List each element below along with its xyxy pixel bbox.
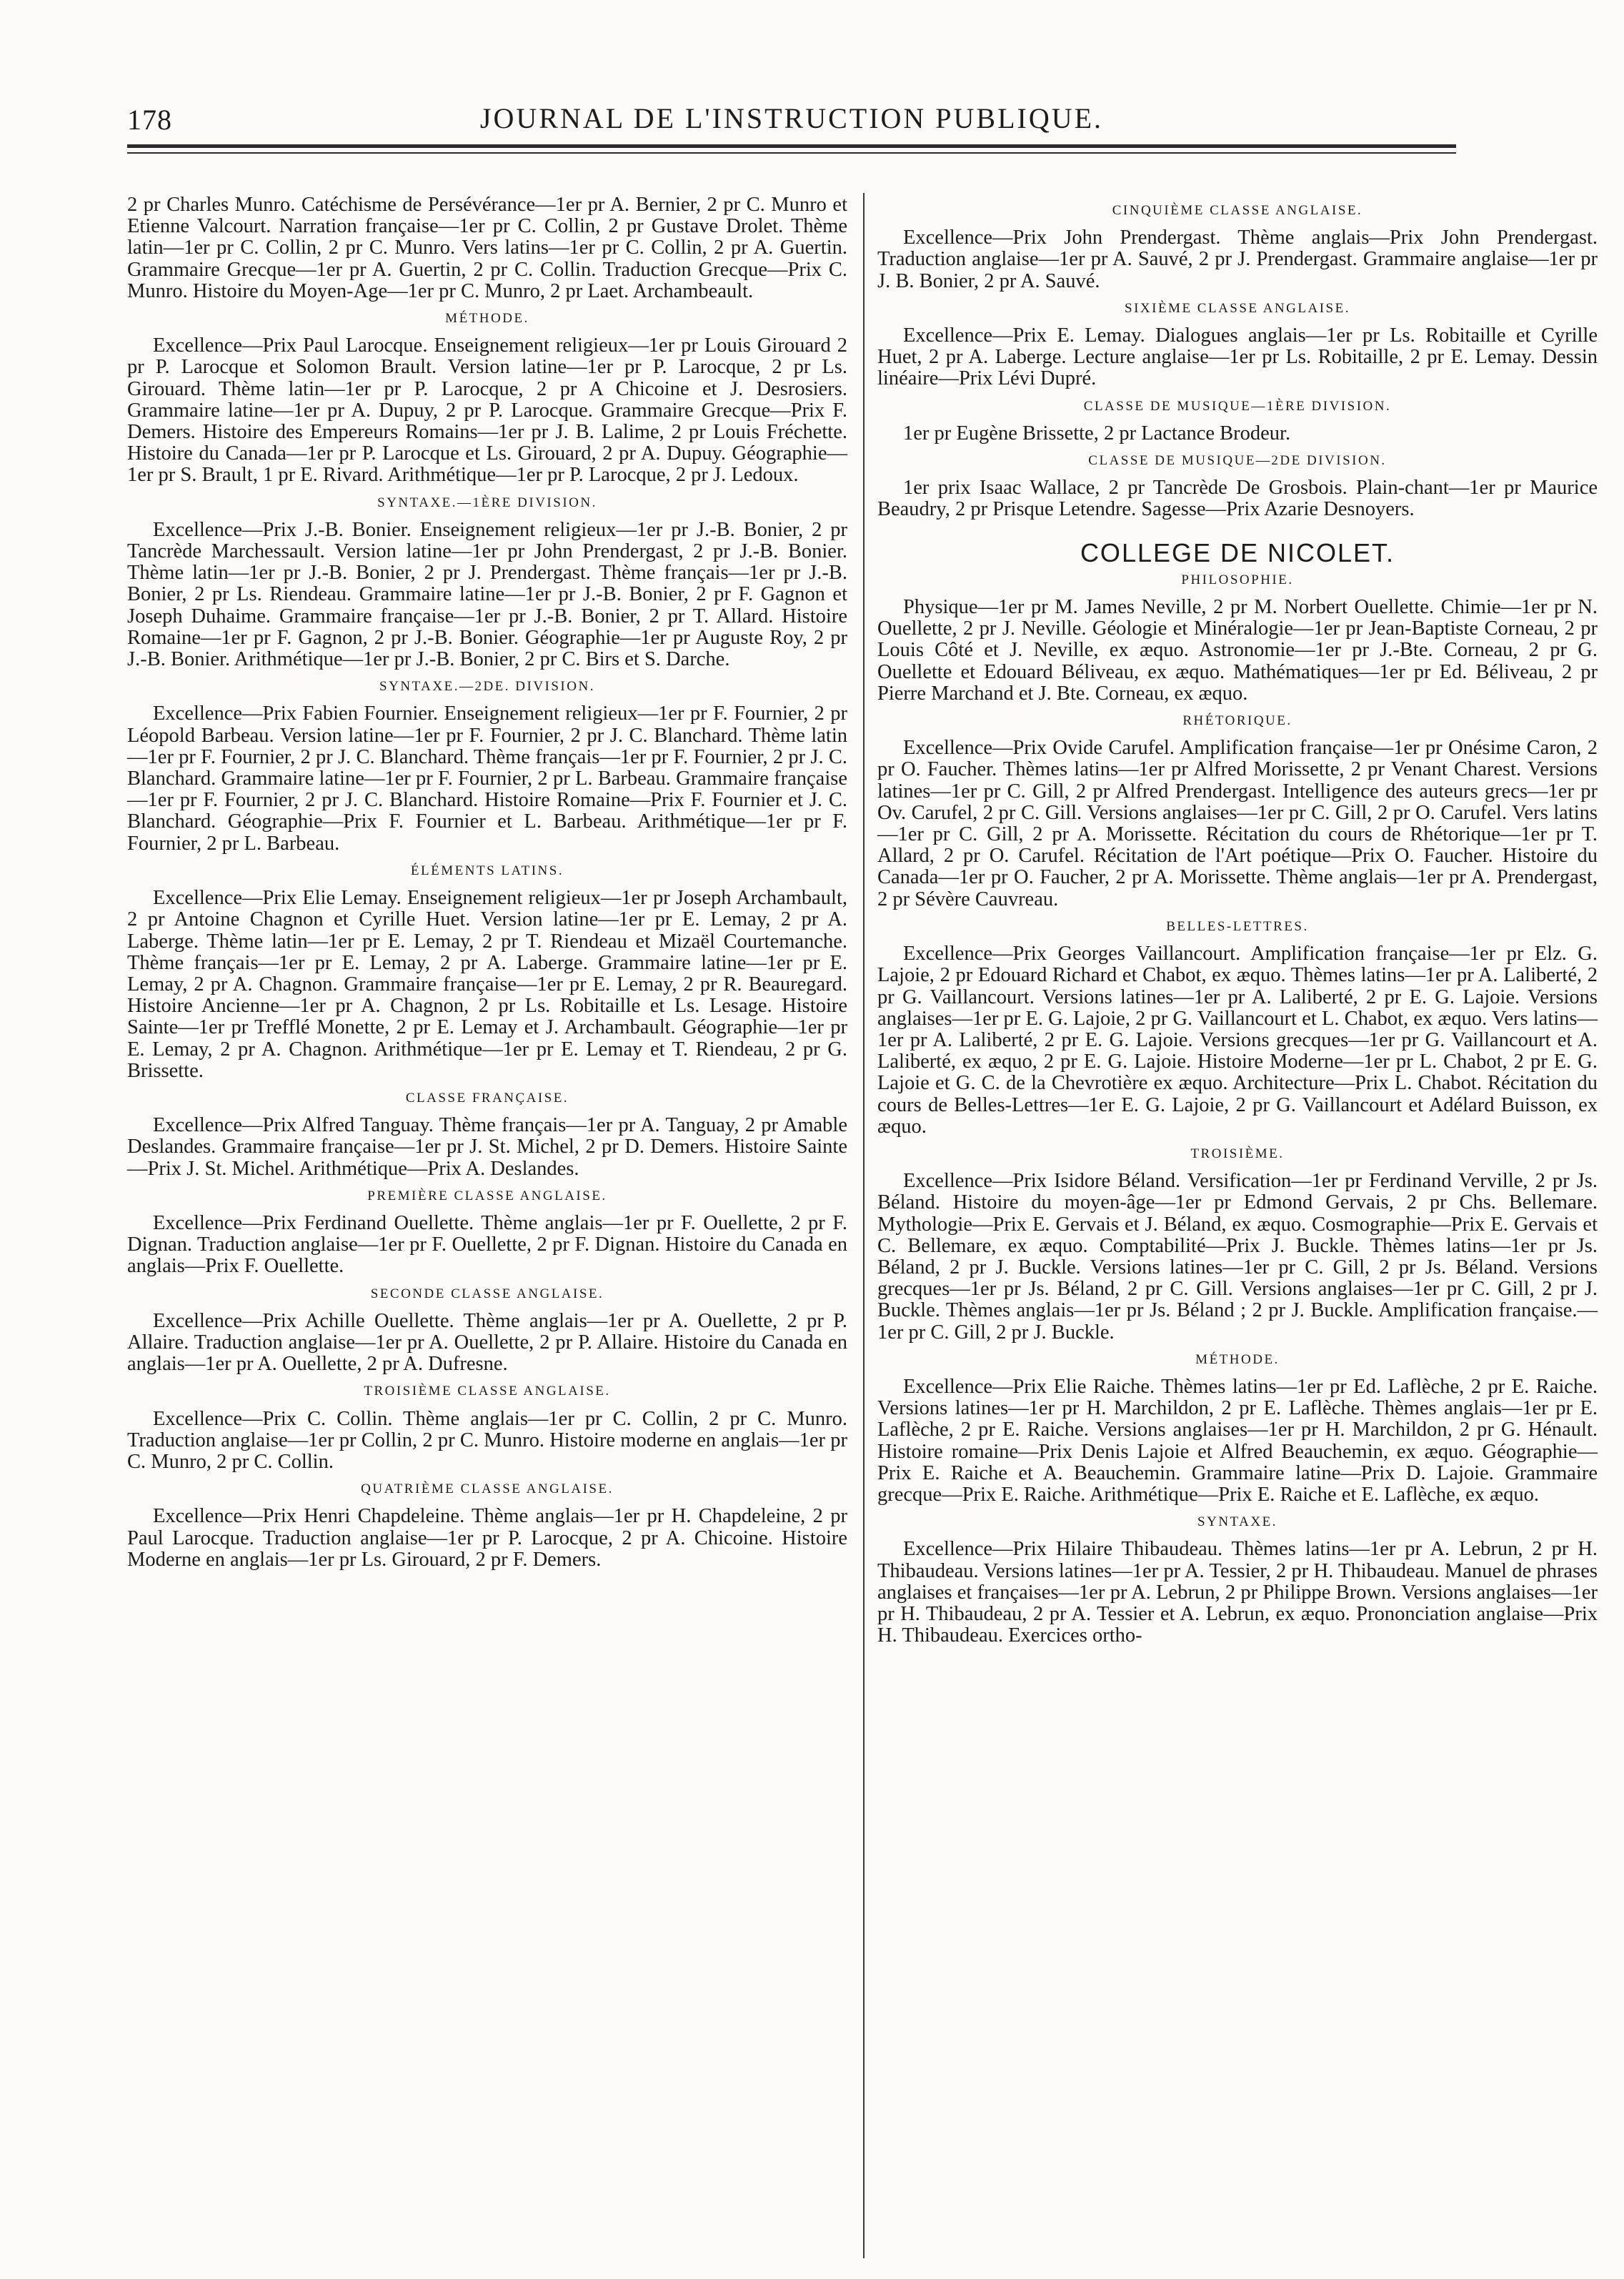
section-heading: SYNTAXE.	[1197, 1514, 1277, 1530]
journal-title: JOURNAL DE L'INSTRUCTION PUBLIQUE.	[479, 102, 1104, 134]
prize-paragraph: Excellence—Prix John Prendergast. Thème anglais—Prix John Prendergast. Traduction anglaise—1er pr A. Sauvé, 2 pr J. Prendergast. Grammaire anglaise—1er pr J. B. Bonier, 2 pr A. Sauvé.	[877, 227, 1598, 292]
prize-paragraph: Excellence—Prix Elie Lemay. Enseignement religieux—1er pr Joseph Archambault, 2 pr Antoine Chagnon et Cyrille Huet. Version latine—1er pr E. Lemay, 2 pr A. Laberge. Thème latin—1er pr E. Lemay, 2 pr T. Riendeau et Mizaël Courtemanche. Thème français—1er pr E. Lemay, 2 pr A. Laberge. Grammaire latine—1er pr E. Lemay, 2 pr A. Chagnon. Grammaire française—1er pr E. Lemay, 2 pr R. Beauregard. Histoire Ancienne—1er pr A. Chagnon, 2 pr Ls. Robitaille et Ls. Lesage. Histoire Sainte—1er pr Trefflé Monette, 2 pr E. Lemay et J. Archambault. Géographie—1er pr E. Lemay, 2 pr A. Chagnon. Arithmétique—1er pr E. Lemay et T. Riendeau, 2 pr G. Brissette.	[127, 887, 847, 1082]
section-heading: RHÉTORIQUE.	[1182, 713, 1292, 729]
column-divider	[863, 193, 865, 2258]
prize-paragraph: Excellence—Prix Alfred Tanguay. Thème français—1er pr A. Tanguay, 2 pr Amable Deslandes. Grammaire française—1er pr J. St. Michel, 2 pr D. Demers. Histoire Sainte—Prix J. St. Michel. Arithmétique—Prix A. Deslandes.	[127, 1114, 847, 1180]
header-rule-thick	[127, 144, 1456, 148]
prize-paragraph: Excellence—Prix Hilaire Thibaudeau. Thèmes latins—1er pr A. Lebrun, 2 pr H. Thibaudeau. Versions latines—1er pr A. Tessier, 2 pr H. Thibaudeau. Manuel de phrases anglaises et françaises—1er pr A. Lebrun, 2 pr Philippe Brown. Versions anglaises—1er pr H. Thibaudeau, 2 pr A. Tessier et A. Lebrun, ex æquo. Prononciation anglaise—Prix H. Thibaudeau. Exercices ortho-	[877, 1538, 1598, 1647]
page-number: 178	[127, 104, 172, 136]
section-heading: MÉTHODE.	[445, 311, 529, 327]
prize-paragraph: 1er pr Eugène Brissette, 2 pr Lactance Brodeur.	[903, 422, 1291, 445]
section-heading: BELLES-LETTRES.	[1166, 918, 1309, 934]
left-column	[127, 194, 847, 1575]
prize-paragraph: 2 pr Charles Munro. Catéchisme de Persévérance—1er pr A. Bernier, 2 pr C. Munro et Etienne Valcourt. Narration française—1er pr C. Collin, 2 pr Gustave Drolet. Thème latin—1er pr C. Collin, 2 pr C. Munro. Vers latins—1er pr C. Collin, 2 pr A. Guertin. Grammaire Grecque—1er pr A. Guertin, 2 pr C. Collin. Traduction Grecque—Prix C. Munro. Histoire du Moyen-Age—1er pr C. Munro, 2 pr Laet. Archambeault.	[127, 194, 847, 302]
prize-paragraph: Excellence—Prix E. Lemay. Dialogues anglais—1er pr Ls. Robitaille et Cyrille Huet, 2 pr A. Laberge. Lecture anglaise—1er pr Ls. Robitaille, 2 pr E. Lemay. Dessin linéaire—Prix Lévi Dupré.	[877, 324, 1598, 390]
section-heading: TROISIÈME.	[1190, 1146, 1285, 1161]
section-heading: CINQUIÈME CLASSE ANGLAISE.	[1112, 203, 1363, 218]
section-heading: CLASSE DE MUSIQUE—2DE DIVISION.	[1088, 453, 1387, 469]
prize-paragraph: Excellence—Prix J.-B. Bonier. Enseignement religieux—1er pr J.-B. Bonier, 2 pr Tancrède Marchessault. Version latine—1er pr John Prendergast, 2 pr J.-B. Bonier. Thème latin—1er pr J.-B. Bonier, 2 pr J. Prendergast. Thème français—1er pr J.-B. Bonier, 2 pr Ls. Riendeau. Grammaire latine—1er pr J.-B. Bonier, 2 pr F. Gagnon et Joseph Duhaime. Grammaire française—1er pr J.-B. Bonier, 2 pr T. Allard. Histoire Romaine—1er pr F. Gagnon, 2 pr J.-B. Bonier. Géographie—1er pr Auguste Roy, 2 pr J.-B. Bonier. Arithmétique—1er pr J.-B. Bonier, 2 pr C. Birs et S. Darche.	[127, 518, 847, 671]
prize-paragraph: Excellence—Prix Paul Larocque. Enseignement religieux—1er pr Louis Girouard 2 pr P. Larocque et Solomon Brault. Version latine—1er pr P. Larocque, 2 pr Ls. Girouard. Thème latin—1er pr P. Larocque, 2 pr A Chicoine et J. Desrosiers. Grammaire latine—1er pr A. Dupuy, 2 pr P. Larocque. Grammaire Grecque—Prix F. Demers. Histoire des Empereurs Romains—1er pr J. B. Lalime, 2 pr Louis Fréchette. Histoire du Canada—1er pr P. Larocque et Ls. Girouard, 2 pr A. Dupuy. Géographie—1er pr S. Brault, 1 pr E. Rivard. Arithmétique—1er pr P. Larocque, 2 pr J. Ledoux.	[127, 334, 847, 487]
section-heading: QUATRIÈME CLASSE ANGLAISE.	[361, 1481, 614, 1497]
prize-paragraph: Excellence—Prix Achille Ouellette. Thème anglais—1er pr A. Ouellette, 2 pr P. Allaire. Traduction anglaise—1er pr A. Ouellette, 2 pr P. Allaire. Histoire du Canada en anglais—1er pr A. Ouellette, 2 pr A. Dufresne.	[127, 1309, 847, 1376]
section-heading: CLASSE FRANÇAISE.	[405, 1090, 569, 1106]
section-heading: MÉTHODE.	[1195, 1351, 1280, 1367]
header-rule-thin	[127, 152, 1456, 154]
section-heading: SIXIÈME CLASSE ANGLAISE.	[1125, 300, 1350, 316]
section-heading: SECONDE CLASSE ANGLAISE.	[370, 1286, 604, 1301]
prize-paragraph: Excellence—Prix Ferdinand Ouellette. Thème anglais—1er pr F. Ouellette, 2 pr F. Dignan. Traduction anglaise—1er pr F. Ouellette, 2 pr F. Dignan. Histoire du Canada en anglais—Prix F. Ouellette.	[127, 1211, 847, 1278]
section-heading: CLASSE DE MUSIQUE—1ÈRE DIVISION.	[1083, 398, 1392, 414]
section-heading: ÉLÉMENTS LATINS.	[410, 863, 564, 878]
right-column	[877, 194, 1598, 1651]
page-header	[127, 99, 1456, 143]
prize-paragraph: Physique—1er pr M. James Neville, 2 pr M. Norbert Ouellette. Chimie—1er pr N. Ouellette, 2 pr J. Neville. Géologie et Minéralogie—1er pr Jean-Baptiste Corneau, 2 pr Louis Côté et J. Neville, ex æquo. Astronomie—1er pr J.-Bte. Corneau, 2 pr G. Ouellette et Edouard Béliveau, ex æquo. Mathématiques—1er pr Ed. Béliveau, 2 pr Pierre Marchand et J. Bte. Corneau, ex æquo.	[877, 596, 1598, 705]
prize-paragraph: 1er prix Isaac Wallace, 2 pr Tancrède De Grosbois. Plain-chant—1er pr Maurice Beaudry, 2 pr Prisque Letendre. Sagesse—Prix Azarie Desnoyers.	[877, 477, 1598, 521]
prize-paragraph: Excellence—Prix Ovide Carufel. Amplification française—1er pr Onésime Caron, 2 pr O. Faucher. Thèmes latins—1er pr Alfred Morissette, 2 pr Venant Charest. Versions latines—1er pr C. Gill, 2 pr Alfred Prendergast. Intelligence des auteurs grecs—1er pr Ov. Carufel, 2 pr C. Gill. Versions anglaises—1er pr C. Gill, 2 pr O. Carufel. Vers latins—1er pr C. Gill, 2 pr A. Morissette. Récitation du cours de Rhétorique—1er pr T. Allard, 2 pr O. Carufel. Récitation de l'Art poétique—Prix O. Faucher. Histoire du Canada—1er pr O. Faucher, 2 pr A. Morissette. Thème anglais—1er pr A. Prendergast, 2 pr Sévère Cauvreau.	[877, 737, 1598, 910]
section-heading: SYNTAXE.—2DE. DIVISION.	[379, 679, 595, 695]
section-heading: PHILOSOPHIE.	[1181, 572, 1294, 587]
prize-paragraph: Excellence—Prix Georges Vaillancourt. Amplification française—1er pr Elz. G. Lajoie, 2 pr Edouard Richard et Chabot, ex æquo. Thèmes latins—1er pr A. Laliberté, 2 pr G. Vaillancourt. Versions latines—1er pr A. Laliberté, 2 pr E. G. Lajoie. Versions anglaises—1er pr E. G. Lajoie, 2 pr G. Vaillancourt et L. Chabot, ex æquo. Vers latins—1er pr A. Laliberté, 2 pr E. G. Lajoie. Versions grecques—1er pr G. Vaillancourt et A. Laliberté, ex æquo, 2 pr E. G. Lajoie. Histoire Moderne—1er pr L. Chabot, 2 pr E. G. Lajoie et G. C. de la Chevrotière ex æquo. Architecture—Prix L. Chabot. Récitation du cours de Belles-Lettres—1er E. G. Lajoie, 2 pr G. Vaillancourt et Adélard Buisson, ex æquo.	[877, 943, 1598, 1138]
prize-paragraph: Excellence—Prix Henri Chapdeleine. Thème anglais—1er pr H. Chapdeleine, 2 pr Paul Larocque. Traduction anglaise—1er pr P. Larocque, 2 pr A. Chicoine. Histoire Moderne en anglais—1er pr Ls. Girouard, 2 pr F. Demers.	[127, 1505, 847, 1571]
prize-paragraph: Excellence—Prix Elie Raiche. Thèmes latins—1er pr Ed. Laflèche, 2 pr E. Raiche. Versions latines—1er pr H. Marchildon, 2 pr E. Laflèche. Thèmes anglais—1er pr E. Laflèche, 2 pr E. Raiche. Versions anglaises—1er pr H. Marchildon, 2 pr G. Hénault. Histoire romaine—Prix Denis Lajoie et Alfred Beauchemin, ex æquo. Géographie—Prix E. Raiche et A. Beauchemin. Grammaire latine—Prix D. Lajoie. Grammaire grecque—Prix E. Raiche. Arithmétique—Prix E. Raiche et E. Laflèche, ex æquo.	[877, 1375, 1598, 1506]
section-heading: TROISIÈME CLASSE ANGLAISE.	[364, 1384, 611, 1399]
college-heading: COLLEGE DE NICOLET.	[1080, 537, 1395, 567]
prize-paragraph: Excellence—Prix Isidore Béland. Versification—1er pr Ferdinand Verville, 2 pr Js. Béland. Histoire du moyen-âge—1er pr Edmond Gervais, 2 pr Chs. Bellemare. Mythologie—Prix E. Gervais et J. Béland, ex æquo. Cosmographie—Prix E. Gervais et C. Bellemare, ex æquo. Comptabilité—Prix J. Buckle. Thèmes latins—1er pr Js. Béland, 2 pr J. Buckle. Versions latines—1er pr C. Gill, 2 pr Js. Béland. Versions grecques—1er pr Js. Béland, 2 pr C. Gill. Versions anglaises—1er pr C. Gill, 2 pr J. Buckle. Thèmes anglais—1er pr Js. Béland ; 2 pr J. Buckle. Amplification française.—1er pr C. Gill, 2 pr J. Buckle.	[877, 1170, 1598, 1344]
section-heading: SYNTAXE.—1ÈRE DIVISION.	[377, 495, 597, 510]
prize-paragraph: Excellence—Prix Fabien Fournier. Enseignement religieux—1er pr F. Fournier, 2 pr Léopold Barbeau. Version latine—1er pr F. Fournier, 2 pr J. C. Blanchard. Thème latin—1er pr F. Fournier, 2 pr J. C. Blanchard. Thème français—1er pr F. Fournier, 2 pr J. C. Blanchard. Grammaire latine—1er pr F. Fournier, 2 pr L. Barbeau. Grammaire française—1er pr F. Fournier, 2 pr J. C. Blanchard. Histoire Romaine—Prix F. Fournier et J. C. Blanchard. Géographie—Prix F. Fournier et L. Barbeau. Arithmétique—1er pr F. Fournier, 2 pr L. Barbeau.	[127, 702, 847, 855]
prize-paragraph: Excellence—Prix C. Collin. Thème anglais—1er pr C. Collin, 2 pr C. Munro. Traduction anglaise—1er pr Collin, 2 pr C. Munro. Histoire moderne en anglais—1er pr C. Munro, 2 pr C. Collin.	[127, 1407, 847, 1473]
section-heading: PREMIÈRE CLASSE ANGLAISE.	[367, 1188, 607, 1203]
